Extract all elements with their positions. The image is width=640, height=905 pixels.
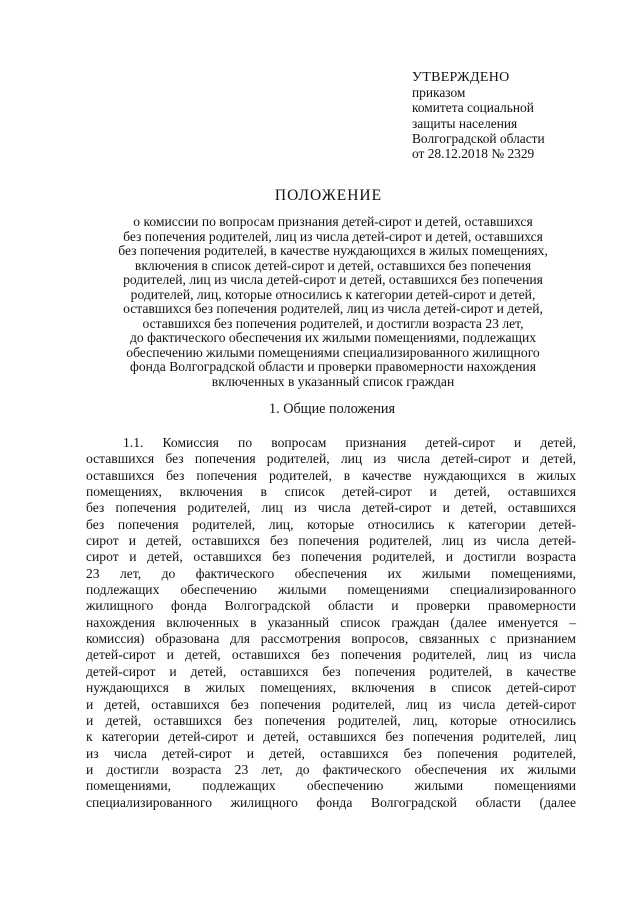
paragraph-1-1 (86, 435, 576, 811)
paragraph-line: без попечения родителей, лиц, которые относились к категории детей- (86, 516, 576, 532)
paragraph-line: 23 лет, до фактического обеспечения их жилыми помещениями, (86, 565, 576, 581)
paragraph-line: помещениями, подлежащих обеспечению жилыми помещениями (86, 778, 576, 794)
subtitle-line: родителей, лиц из числа детей-сирот и детей, оставшихся без попечения (123, 272, 543, 288)
paragraph-line: жилищного фонда Волгоградской области и проверки правомерности (86, 598, 576, 614)
paragraph-line: 1.1. Комиссия по вопросам признания детей-сирот и детей, (123, 435, 576, 450)
paragraph-line: без попечения родителей, лиц из числа детей-сирот и детей, оставшихся (86, 500, 576, 516)
paragraph-line: специализированного жилищного фонда Волгоградской области (далее (86, 794, 576, 810)
section-heading: 1. Общие положения (269, 401, 395, 417)
subtitle-line: о комиссии по вопросам признания детей-сирот и детей, оставшихся (133, 214, 533, 229)
subtitle-line: до фактического обеспечения их жилыми помещениями, подлежащих (129, 330, 537, 346)
paragraph-line: из числа детей-сирот и детей, оставшихся без попечения родителей, (86, 745, 576, 761)
paragraph-line: сирот и детей, оставшихся без попечения родителей, и достигли возраста (86, 549, 576, 565)
paragraph-line: и детей, оставшихся без попечения родителей, лиц из числа детей-сирот (86, 696, 576, 712)
paragraph-line: и детей, оставшихся без попечения родителей, лиц, которые относились (86, 712, 576, 728)
paragraph-line: детей-сирот и детей, оставшихся без попечения родителей, в качестве (86, 663, 576, 679)
approval-heading: УТВЕРЖДЕНО (412, 70, 510, 85)
subtitle-line: оставшихся без попечения родителей, и достигли возраста 23 лет, (142, 315, 524, 331)
paragraph-line: оставшихся без попечения родителей, лиц из числа детей-сирот и детей, (86, 451, 576, 467)
approval-line: защиты населения (412, 115, 518, 131)
paragraph-line: комиссия) образована для рассмотрения вопросов, связанных с признанием (86, 631, 576, 647)
approval-stamp (412, 70, 612, 161)
approval-line: приказом (412, 85, 466, 101)
approval-line: Волгоградской области (412, 130, 545, 146)
paragraph-line: оставшихся без попечения родителей, в качестве нуждающихся в жилых (86, 467, 576, 483)
subtitle-line: фонда Волгоградской области и проверки правомерности нахождения (130, 359, 536, 375)
paragraph-line: сирот и детей, оставшихся без попечения родителей, лиц из числа детей- (86, 533, 576, 549)
paragraph-line: подлежащих обеспечению жилыми помещениями специализированного (86, 582, 576, 598)
subtitle-line: без попечения родителей, лиц из числа детей-сирот и детей, оставшихся (123, 228, 543, 244)
subtitle-line: оставшихся без попечения родителей, лиц из числа детей-сирот и детей, (123, 301, 543, 317)
paragraph-line: и достигли возраста 23 лет, до фактического обеспечения их жилыми (86, 761, 576, 777)
subtitle-line: родителей, лиц, которые относились к категории детей-сирот и детей, (130, 286, 536, 302)
approval-line: комитета социальной (412, 100, 534, 116)
subtitle-line: включения в список детей-сирот и детей, оставшихся без попечения (134, 257, 532, 273)
paragraph-line: нуждающихся в жилых помещениях, включения в список детей-сирот (86, 680, 576, 696)
paragraph-line: нахождения включенных в указанный список граждан (далее именуется – (86, 614, 576, 630)
document-title: ПОЛОЖЕНИЕ (274, 187, 383, 204)
subtitle-line: включенных в указанный список граждан (211, 374, 455, 390)
paragraph-line: к категории детей-сирот и детей, оставшихся без попечения родителей, лиц (86, 729, 576, 745)
paragraph-line: детей-сирот и детей, оставшихся без попечения родителей, лиц из числа (86, 647, 576, 663)
document-subtitle (88, 215, 578, 390)
paragraph-line: помещениях, включения в список детей-сирот и детей, оставшихся (86, 484, 576, 500)
approval-order-number: от 28.12.2018 № 2329 (412, 146, 535, 162)
subtitle-line: обеспечению жилыми помещениями специализированного жилищного (126, 344, 540, 360)
subtitle-line: без попечения родителей, в качестве нуждающихся в жилых помещениях, (118, 243, 548, 259)
